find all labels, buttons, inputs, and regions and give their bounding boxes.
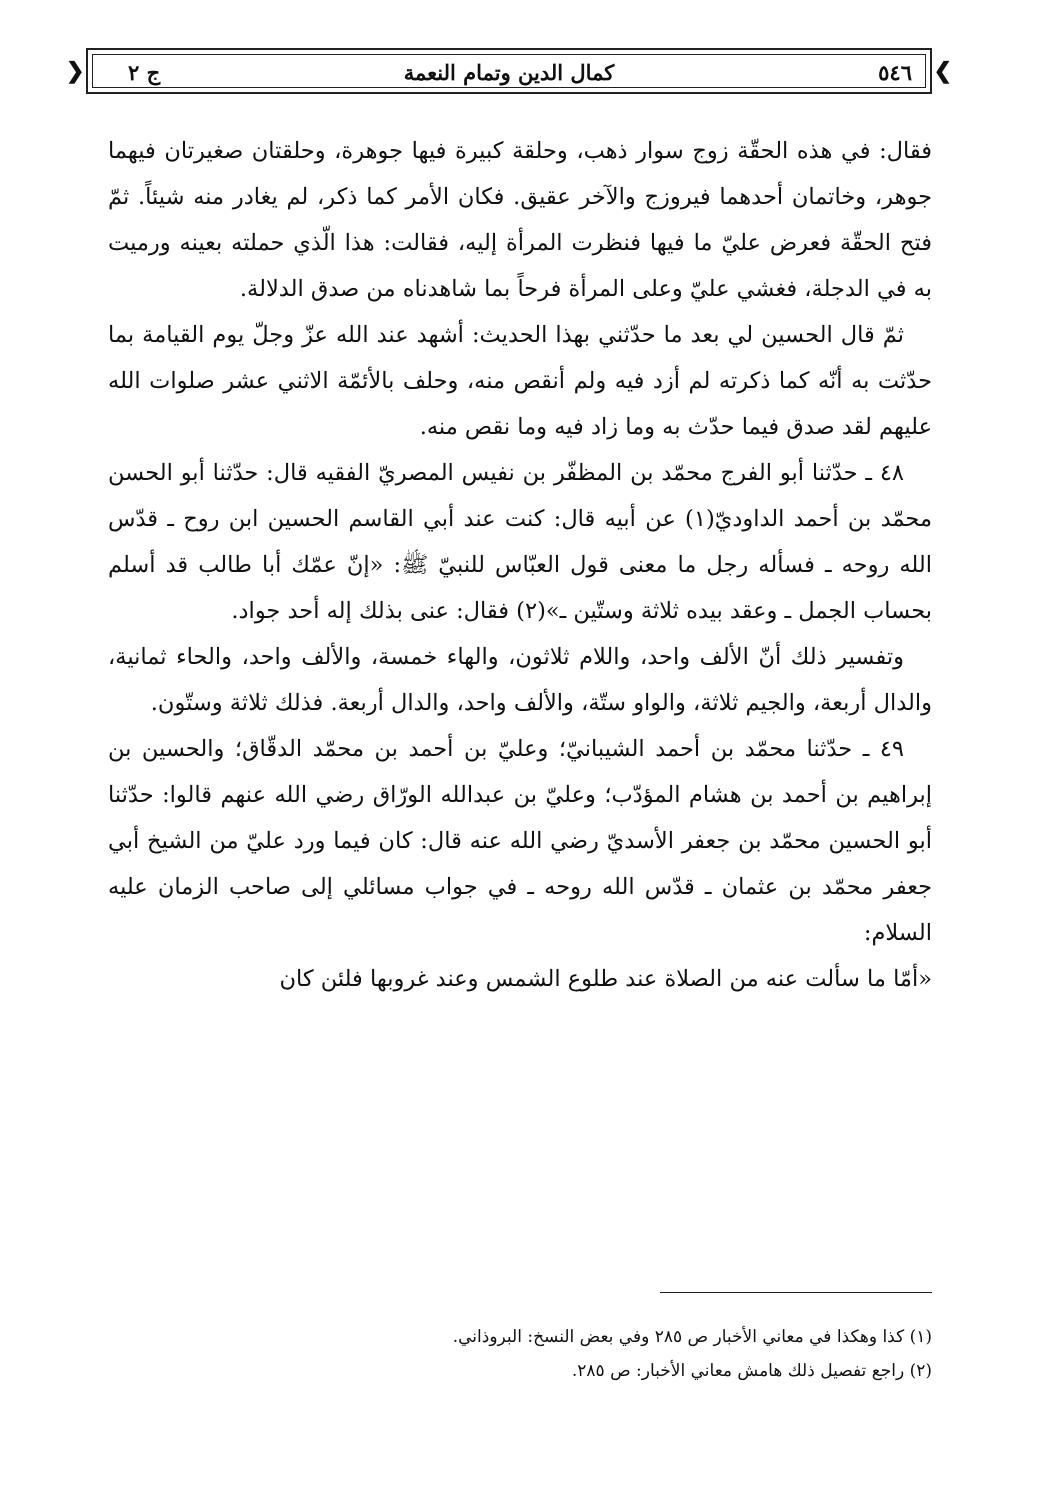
paragraph-1: فقال: في هذه الحقّة زوج سوار ذهب، وحلقة كبيرة فيها جوهرة، وحلقتان صغيرتان فيهما جوهر، وخاتمان أحدهما فيروزج والآخر عقيق. فكان الأمر كما ذكر، لم يغادر منه شيئاً. ثمّ فتح الحقّة فعرض عليّ ما فيها فنظرت المرأة إليه، فقالت: هذا الّذي حملته بعينه ورميت به في الدجلة، فغشي عليّ وعلى المرأة فرحاً بما شاهدناه من صدق الدلالة. xyxy=(108,138,932,302)
running-header xyxy=(66,48,952,94)
paragraph-6: «أمّا ما سألت عنه من الصلاة عند طلوع الشمس وعند غروبها فلئن كان xyxy=(279,966,932,992)
page-number: ٥٤٦ xyxy=(878,60,912,85)
footnote-2: (٢) راجع تفصيل ذلك هامش معاني الأخبار: ص ٢٨٥. xyxy=(571,1361,932,1381)
hadith-49: ٤٩ ـ حدّثنا محمّد بن أحمد الشيبانيّ؛ وعليّ بن أحمد بن محمّد الدقّاق؛ والحسين بن إبراهيم بن أحمد بن هشام المؤدّب؛ وعليّ بن عبدالله الورّاق رضي الله عنهم قالوا: حدّثنا أبو الحسين محمّد بن جعفر الأسديّ رضي الله عنه قال: كان فيما ورد عليّ من الشيخ أبي جعفر محمّد بن عثمان ـ قدّس الله روحه ـ في جواب مسائلي إلى صاحب الزمان عليه السلام: xyxy=(108,736,932,946)
hadith-48: ٤٨ ـ حدّثنا أبو الفرج محمّد بن المظفّر بن نفيس المصريّ الفقيه قال: حدّثنا أبو الحسن محمّد بن أحمد الداوديّ(١) عن أبيه قال: كنت عند أبي القاسم الحسين ابن روح ـ قدّس الله روحه ـ فسأله رجل ما معنى قول العبّاس للنبيّ ﷺ: «إنّ عمّك أبا طالب قد أسلم بحساب الجمل ـ وعقد بيده ثلاثة وستّين ـ»(٢) فقال: عنى بذلك إله أحد جواد. xyxy=(108,460,932,624)
ornament-right-icon: ❮ xyxy=(933,58,952,84)
footnote-divider xyxy=(660,1292,932,1293)
paragraph-4: وتفسير ذلك أنّ الألف واحد، واللام ثلاثون، والهاء خمسة، والألف واحد، والحاء ثمانية، والدال أربعة، والجيم ثلاثة، والواو ستّة، والألف واحد، والدال أربعة. فذلك ثلاثة وستّون. xyxy=(108,644,932,716)
ornament-left-icon: ❯ xyxy=(66,58,85,84)
footnotes xyxy=(300,1320,932,1388)
paragraph-2: ثمّ قال الحسين لي بعد ما حدّثني بهذا الحديث: أشهد عند الله عزّ وجلّ يوم القيامة بما حدّثت به أنّه كما ذكرته لم أزد فيه ولم أنقص منه، وحلف بالأئمّة الاثني عشر صلوات الله عليهم لقد صدق فيما حدّث به وما زاد فيه وما نقص منه. xyxy=(108,322,932,440)
book-title: كمال الدين وتمام النعمة xyxy=(403,60,615,85)
volume-label: ج ٢ xyxy=(128,60,161,85)
footnote-1: (١) كذا وهكذا في معاني الأخبار ص ٢٨٥ وفي بعض النسخ: البروذاني. xyxy=(452,1327,932,1347)
main-text xyxy=(108,128,932,1002)
